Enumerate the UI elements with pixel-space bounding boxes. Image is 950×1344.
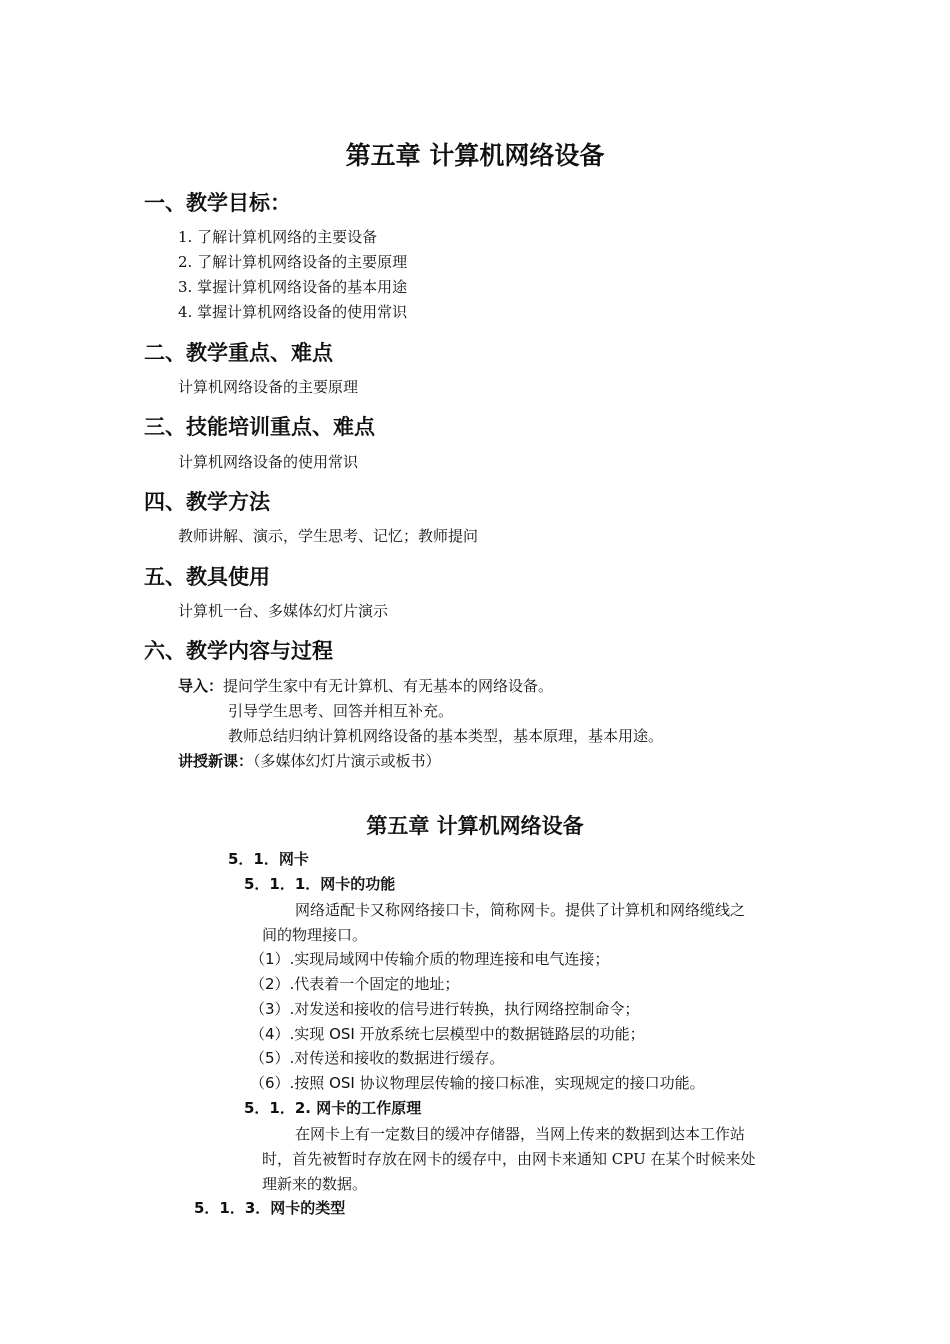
section4-heading: 四、教学方法: [144, 490, 270, 514]
section5-heading: 五、教具使用: [144, 565, 270, 589]
new-lesson-text: （多媒体幻灯片演示或板书）: [253, 752, 441, 770]
section2-heading: 二、教学重点、难点: [144, 341, 333, 365]
section4-text: 教师讲解、演示，学生思考、记忆；教师提问: [178, 527, 479, 545]
objective-item-3: 3. 掌握计算机网络设备的基本用途: [178, 278, 408, 296]
section3-heading: 三、技能培训重点、难点: [144, 415, 375, 439]
function-item-4: （4）.实现 OSI 开放系统七层模型中的数据链路层的功能；: [250, 1025, 645, 1043]
heading-5-1-1: 5．1．1．网卡的功能: [244, 875, 396, 893]
function-item-3: （3）.对发送和接收的信号进行转换，执行网络控制命令；: [250, 1000, 640, 1018]
function-item-2: （2）.代表着一个固定的地址；: [250, 975, 460, 993]
document-title: 第五章 计算机网络设备: [345, 141, 605, 170]
new-lesson-line: [178, 751, 441, 771]
objective-item-1: 1. 了解计算机网络的主要设备: [178, 228, 378, 246]
new-lesson-label: 讲授新课：: [178, 752, 254, 770]
intro-label: 导入：: [178, 677, 224, 695]
objective-item-4: 4. 掌握计算机网络设备的使用常识: [178, 303, 408, 321]
section6-heading: 六、教学内容与过程: [144, 639, 333, 663]
intro-line-1: [178, 676, 553, 696]
function-item-6: （6）.按照 OSI 协议物理层传输的接口标准，实现规定的接口功能。: [250, 1074, 705, 1092]
chapter-title: 第五章 计算机网络设备: [366, 814, 584, 838]
principle-line-3: 理新来的数据。: [262, 1175, 368, 1193]
heading-5-1-2: 5．1．2. 网卡的工作原理: [244, 1099, 422, 1117]
section2-text: 计算机网络设备的主要原理: [178, 378, 359, 396]
function-item-5: （5）.对传送和接收的数据进行缓存。: [250, 1049, 505, 1067]
section3-text: 计算机网络设备的使用常识: [178, 453, 359, 471]
intro-text-1: 提问学生家中有无计算机、有无基本的网络设备。: [223, 677, 554, 695]
intro-line-3: 教师总结归纳计算机网络设备的基本类型，基本原理，基本用途。: [228, 727, 664, 745]
principle-line-1: 在网卡上有一定数目的缓冲存储器，当网上传来的数据到达本工作站: [295, 1125, 746, 1143]
function-item-1: （1）.实现局域网中传输介质的物理连接和电气连接；: [250, 950, 610, 968]
nic-desc-line-2: 间的物理接口。: [262, 926, 368, 944]
heading-5-1-3: 5．1．3．网卡的类型: [194, 1199, 346, 1217]
section5-text: 计算机一台、多媒体幻灯片演示: [178, 602, 389, 620]
objective-item-2: 2. 了解计算机网络设备的主要原理: [178, 253, 408, 271]
nic-desc-line-1: 网络适配卡又称网络接口卡，简称网卡。提供了计算机和网络缆线之: [295, 901, 746, 919]
intro-line-2: 引导学生思考、回答并相互补充。: [228, 702, 454, 720]
principle-line-2: 时，首先被暂时存放在网卡的缓存中，由网卡来通知 CPU 在某个时候来处: [262, 1150, 756, 1168]
section1-heading: 一、教学目标：: [144, 191, 291, 215]
heading-5-1: 5．1．网卡: [228, 850, 309, 868]
